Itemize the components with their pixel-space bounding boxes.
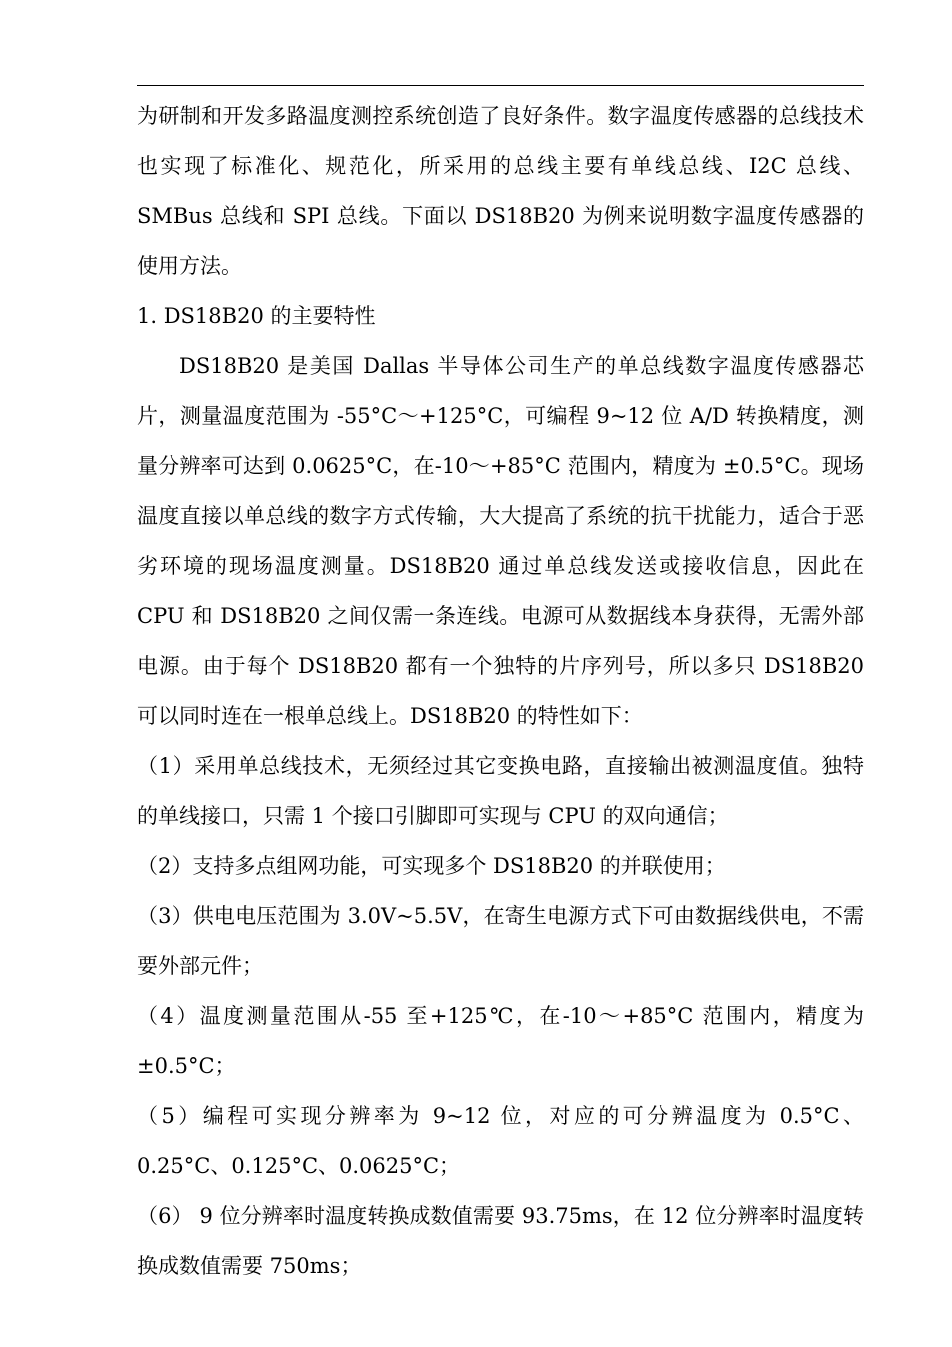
feature-item-6: （6） 9 位分辨率时温度转换成数值需要 93.75ms，在 12 位分辨率时温度转换成数值需要 750ms； [137, 1204, 864, 1278]
section-heading: 1. DS18B20 的主要特性 [137, 304, 376, 328]
feature-item-4: （4）温度测量范围从-55 至+125℃，在-10～+85°C 范围内，精度为 ±0.5°C； [137, 1004, 864, 1078]
body-text [137, 91, 864, 1291]
header-rule [137, 85, 864, 86]
feature-item-2: （2）支持多点组网功能，可实现多个 DS18B20 的并联使用； [137, 854, 726, 878]
paragraph-intro-continuation: 为研制和开发多路温度测控系统创造了良好条件。数字温度传感器的总线技术也实现了标准化、规范化，所采用的总线主要有单线总线、I2C 总线、SMBus 总线和 SPI 总线。下面以 DS18B20 为例来说明数字温度传感器的使用方法。 [137, 104, 864, 278]
feature-item-5: （5）编程可实现分辨率为 9~12 位，对应的可分辨温度为 0.5°C、0.25°C、0.125°C、0.0625°C； [137, 1104, 864, 1178]
feature-item-3: （3）供电电压范围为 3.0V~5.5V，在寄生电源方式下可由数据线供电，不需要外部元件； [137, 904, 864, 978]
feature-item-1: （1）采用单总线技术，无须经过其它变换电路，直接输出被测温度值。独特的单线接口，只需 1 个接口引脚即可实现与 CPU 的双向通信； [137, 754, 864, 828]
paragraph-description: DS18B20 是美国 Dallas 半导体公司生产的单总线数字温度传感器芯片，测量温度范围为 -55°C～+125°C，可编程 9~12 位 A/D 转换精度，测量分辨率可达到 0.0625°C，在-10～+85°C 范围内，精度为 ±0.5°C。现场温度直接以单总线的数字方式传输，大大提高了系统的抗干扰能力，适合于恶劣环境的现场温度测量。DS18B20 通过单总线发送或接收信息，因此在 CPU 和 DS18B20 之间仅需一条连线。电源可从数据线本身获得，无需外部电源。由于每个 DS18B20 都有一个独特的片序列号，所以多只 DS18B20 可以同时连在一根单总线上。DS18B20 的特性如下： [137, 354, 864, 728]
